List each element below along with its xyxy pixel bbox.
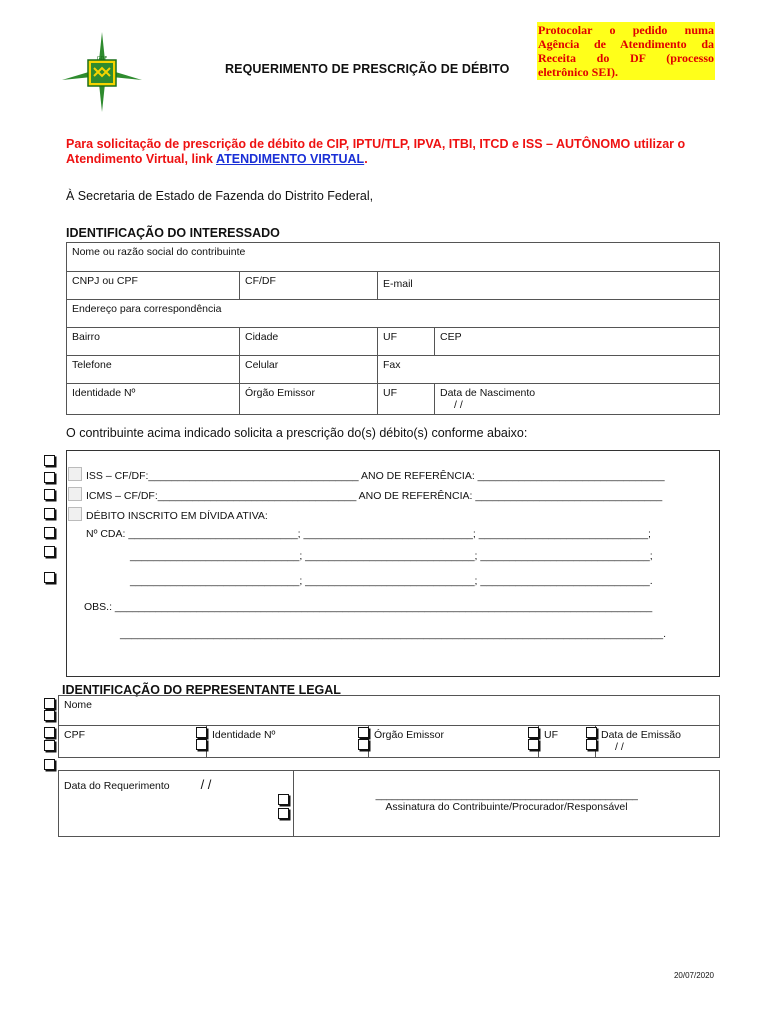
divida-checkbox[interactable] [68, 507, 82, 521]
bullet-icon [44, 727, 55, 738]
bullet-icon [44, 472, 55, 483]
rep-field-emissao[interactable]: Data de Emissão / / [596, 726, 720, 758]
rep-field-orgao[interactable]: Órgão Emissor [369, 726, 539, 758]
debito-divida-row: DÉBITO INSCRITO EM DÍVIDA ATIVA: [68, 507, 268, 522]
bullet-icon [44, 508, 55, 519]
representante-table [58, 695, 720, 758]
bullet-icon [44, 527, 55, 538]
field-assinatura[interactable]: _________________________________________________ Assinatura do Contribuinte/Procurador/Responsável [294, 771, 720, 837]
solicita-text: O contribuinte acima indicado solicita a prescrição do(s) débito(s) conforme abaixo: [66, 426, 528, 440]
bullet-icon [44, 455, 55, 466]
interessado-table [66, 242, 720, 415]
field-cnpj[interactable]: CNPJ ou CPF [67, 272, 240, 300]
iss-checkbox[interactable] [68, 467, 82, 481]
virtual-service-link[interactable]: ATENDIMENTO VIRTUAL [216, 152, 365, 166]
debito-icms-row: ICMS – CF/DF:__________________________________ ANO DE REFERÊNCIA: ________________________________ [68, 487, 662, 502]
section-heading-interessado: IDENTIFICAÇÃO DO INTERESSADO [66, 226, 280, 240]
debito-iss-row: ISS – CF/DF:____________________________________ ANO DE REFERÊNCIA: ________________________________ [68, 467, 665, 482]
svg-text:GDF: GDF [96, 56, 108, 62]
field-celular[interactable]: Celular [240, 356, 378, 384]
field-uf2[interactable]: UF [378, 384, 435, 415]
field-cfdf[interactable]: CF/DF [240, 272, 378, 300]
page-title: REQUERIMENTO DE PRESCRIÇÃO DE DÉBITO [225, 62, 510, 76]
field-cidade[interactable]: Cidade [240, 328, 378, 356]
bullet-icon [44, 698, 55, 709]
bullet-icon [358, 739, 369, 750]
rep-field-nome[interactable]: Nome [59, 696, 720, 726]
field-cep[interactable]: CEP [435, 328, 720, 356]
gdf-logo [60, 30, 144, 114]
cda-line-3[interactable]: _____________________________; _____________________________; _____________________________. [130, 575, 653, 587]
field-nascimento[interactable]: Data de Nascimento / / [435, 384, 720, 415]
field-nome[interactable]: Nome ou razão social do contribuinte [67, 243, 720, 272]
bullet-icon [586, 739, 597, 750]
icms-checkbox[interactable] [68, 487, 82, 501]
bullet-icon [586, 727, 597, 738]
cda-line-2[interactable]: _____________________________; _____________________________; _____________________________; [130, 550, 653, 562]
field-fax[interactable]: Fax [378, 356, 720, 384]
field-endereco[interactable]: Endereço para correspondência [67, 300, 720, 328]
field-telefone[interactable]: Telefone [67, 356, 240, 384]
bullet-icon [358, 727, 369, 738]
obs-line-1[interactable]: OBS.: ____________________________________________________________________________________________ [84, 601, 653, 613]
greeting: À Secretaria de Estado de Fazenda do Distrito Federal, [66, 189, 374, 203]
field-identidade[interactable]: Identidade Nº [67, 384, 240, 415]
debitos-section [66, 450, 720, 677]
bullet-icon [44, 546, 55, 557]
rep-field-identidade[interactable]: Identidade Nº [207, 726, 369, 758]
field-bairro[interactable]: Bairro [67, 328, 240, 356]
bullet-icon [44, 572, 55, 583]
rep-field-uf[interactable]: UF [539, 726, 596, 758]
bullet-icon [196, 727, 207, 738]
bullet-icon [44, 740, 55, 751]
protocol-note: Protocolar o pedido numa Agência de Atendimento da Receita do DF (processo eletrônico SEI). [538, 23, 714, 79]
bullet-icon [278, 808, 289, 819]
bullet-icon [44, 710, 55, 721]
footer-date: 20/07/2020 [673, 971, 714, 980]
bullet-icon [278, 794, 289, 805]
bullet-icon [44, 489, 55, 500]
field-uf[interactable]: UF [378, 328, 435, 356]
bullet-icon [528, 727, 539, 738]
bullet-icon [44, 759, 55, 770]
section-heading-representante: IDENTIFICAÇÃO DO REPRESENTANTE LEGAL [62, 683, 341, 697]
rep-field-cpf[interactable]: CPF [59, 726, 207, 758]
cda-line-1[interactable]: Nº CDA: _____________________________; _____________________________; _____________________________; [86, 528, 651, 540]
requerimento-table [58, 770, 720, 837]
field-orgao[interactable]: Órgão Emissor [240, 384, 378, 415]
field-email[interactable]: E-mail [378, 272, 720, 300]
bullet-icon [528, 739, 539, 750]
field-data-requerimento[interactable]: Data do Requerimento / / [59, 771, 294, 837]
obs-line-2[interactable]: _____________________________________________________________________________________________. [120, 628, 666, 640]
bullet-icon [196, 739, 207, 750]
virtual-service-notice: Para solicitação de prescrição de débito de CIP, IPTU/TLP, IPVA, ITBI, ITCD e ISS – AUTÔNOMO utilizar o Atendimento Virtual, link ATENDIMENTO VIRTUAL. [66, 137, 686, 166]
